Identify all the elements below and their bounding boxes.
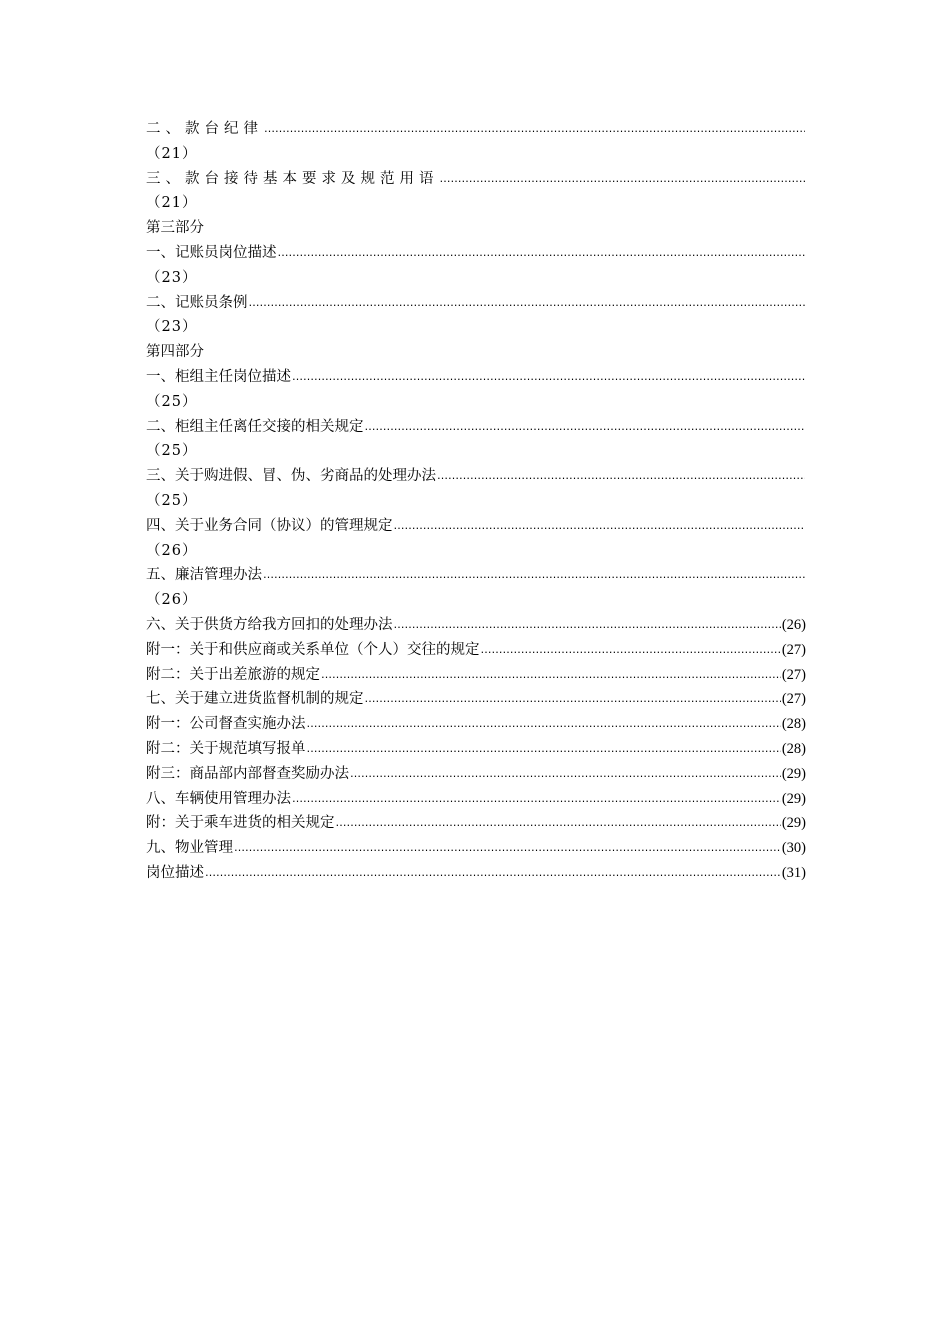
- toc-entry[interactable]: [146, 836, 806, 861]
- dot-leader: [264, 117, 805, 142]
- toc-entry-title: 岗位描述: [146, 864, 204, 881]
- toc-page-number: (29): [781, 790, 806, 807]
- toc-entry[interactable]: [146, 167, 806, 192]
- toc-page-number-wrapped: （23）: [146, 319, 198, 336]
- toc-page-number: (28): [781, 740, 806, 757]
- toc-entry-title: 三、关于购进假、冒、伪、劣商品的处理办法: [146, 468, 436, 485]
- dot-leader: [394, 514, 806, 539]
- toc-page-number-wrapped: （26）: [146, 592, 198, 609]
- dot-leader: [365, 415, 806, 440]
- toc-entry[interactable]: [146, 811, 806, 836]
- toc-entry-title: 一、柜组主任岗位描述: [146, 368, 291, 385]
- toc-entry-title: 附一：公司督查实施办法: [146, 716, 306, 733]
- toc-page-number: (26): [781, 616, 806, 633]
- toc-entry-title: 六、关于供货方给我方回扣的处理办法: [146, 616, 393, 633]
- toc-entry-title: 五、廉洁管理办法: [146, 567, 262, 584]
- toc-entry[interactable]: [146, 861, 806, 886]
- toc-entry-title: 七、关于建立进货监督机制的规定: [146, 691, 364, 708]
- dot-leader: [437, 464, 805, 489]
- dot-leader: [292, 787, 781, 812]
- dot-leader: [394, 613, 781, 638]
- toc-entry-title: 一、记账员岗位描述: [146, 244, 277, 261]
- toc-entry[interactable]: [146, 514, 806, 539]
- dot-leader: [336, 811, 781, 836]
- toc-page-number: (27): [781, 666, 806, 683]
- dot-leader: [365, 687, 781, 712]
- toc-entry[interactable]: [146, 787, 806, 812]
- toc-entry[interactable]: [146, 638, 806, 663]
- toc-entry[interactable]: [146, 291, 806, 316]
- toc-entry[interactable]: [146, 712, 806, 737]
- toc-entry[interactable]: [146, 464, 806, 489]
- toc-entry-title: 附二：关于出差旅游的规定: [146, 666, 320, 683]
- toc-entry[interactable]: [146, 117, 806, 142]
- toc-page-number: (29): [781, 765, 806, 782]
- toc-entry-title: 二、柜组主任离任交接的相关规定: [146, 418, 364, 435]
- toc-entry[interactable]: [146, 241, 806, 266]
- toc-page-number-wrapped: （25）: [146, 443, 198, 460]
- toc-page-number: (27): [781, 691, 806, 708]
- toc-entry-title: 附：关于乘车进货的相关规定: [146, 815, 335, 832]
- toc-entry[interactable]: [146, 613, 806, 638]
- toc-entry-title: 附二：关于规范填写报单: [146, 740, 306, 757]
- dot-leader: [205, 861, 781, 886]
- toc-entry-title: 二、记账员条例: [146, 294, 248, 311]
- toc-entry-title: 四、关于业务合同（协议）的管理规定: [146, 517, 393, 534]
- toc-page-number-wrapped: （25）: [146, 393, 198, 410]
- dot-leader: [278, 241, 806, 266]
- toc-entry[interactable]: [146, 762, 806, 787]
- dot-leader: [350, 762, 781, 787]
- toc-entry-title: 附一：关于和供应商或关系单位（个人）交往的规定: [146, 641, 480, 658]
- dot-leader: [307, 737, 781, 762]
- toc-entry[interactable]: [146, 415, 806, 440]
- toc-entry[interactable]: [146, 563, 806, 588]
- dot-leader: [292, 365, 805, 390]
- toc-page-number: (28): [781, 716, 806, 733]
- toc-entry-title: 二、款台纪律: [146, 121, 263, 137]
- toc-page-number: (29): [781, 815, 806, 832]
- dot-leader: [321, 663, 781, 688]
- toc-entry[interactable]: [146, 365, 806, 390]
- table-of-contents: [146, 117, 806, 886]
- toc-page-number-wrapped: （21）: [146, 195, 198, 212]
- toc-entry-title: 附三：商品部内部督查奖励办法: [146, 765, 349, 782]
- section-heading: 第四部分: [146, 344, 204, 361]
- toc-entry[interactable]: [146, 687, 806, 712]
- toc-page-number: (30): [781, 840, 806, 857]
- dot-leader: [234, 836, 781, 861]
- dot-leader: [263, 563, 805, 588]
- toc-entry-title: 三、款台接待基本要求及规范用语: [146, 170, 439, 187]
- toc-page-number-wrapped: （23）: [146, 269, 198, 286]
- toc-page-number-wrapped: （21）: [146, 145, 198, 162]
- dot-leader: [440, 167, 806, 192]
- toc-entry[interactable]: [146, 737, 806, 762]
- dot-leader: [307, 712, 781, 737]
- toc-page-number: (27): [781, 641, 806, 658]
- toc-entry-title: 九、物业管理: [146, 840, 233, 857]
- toc-page-number: (31): [781, 864, 806, 881]
- toc-entry[interactable]: [146, 663, 806, 688]
- dot-leader: [249, 291, 806, 316]
- section-heading: 第三部分: [146, 220, 204, 237]
- dot-leader: [481, 638, 781, 663]
- toc-page-number-wrapped: （25）: [146, 492, 198, 509]
- toc-page-number-wrapped: （26）: [146, 542, 198, 559]
- toc-entry-title: 八、车辆使用管理办法: [146, 790, 291, 807]
